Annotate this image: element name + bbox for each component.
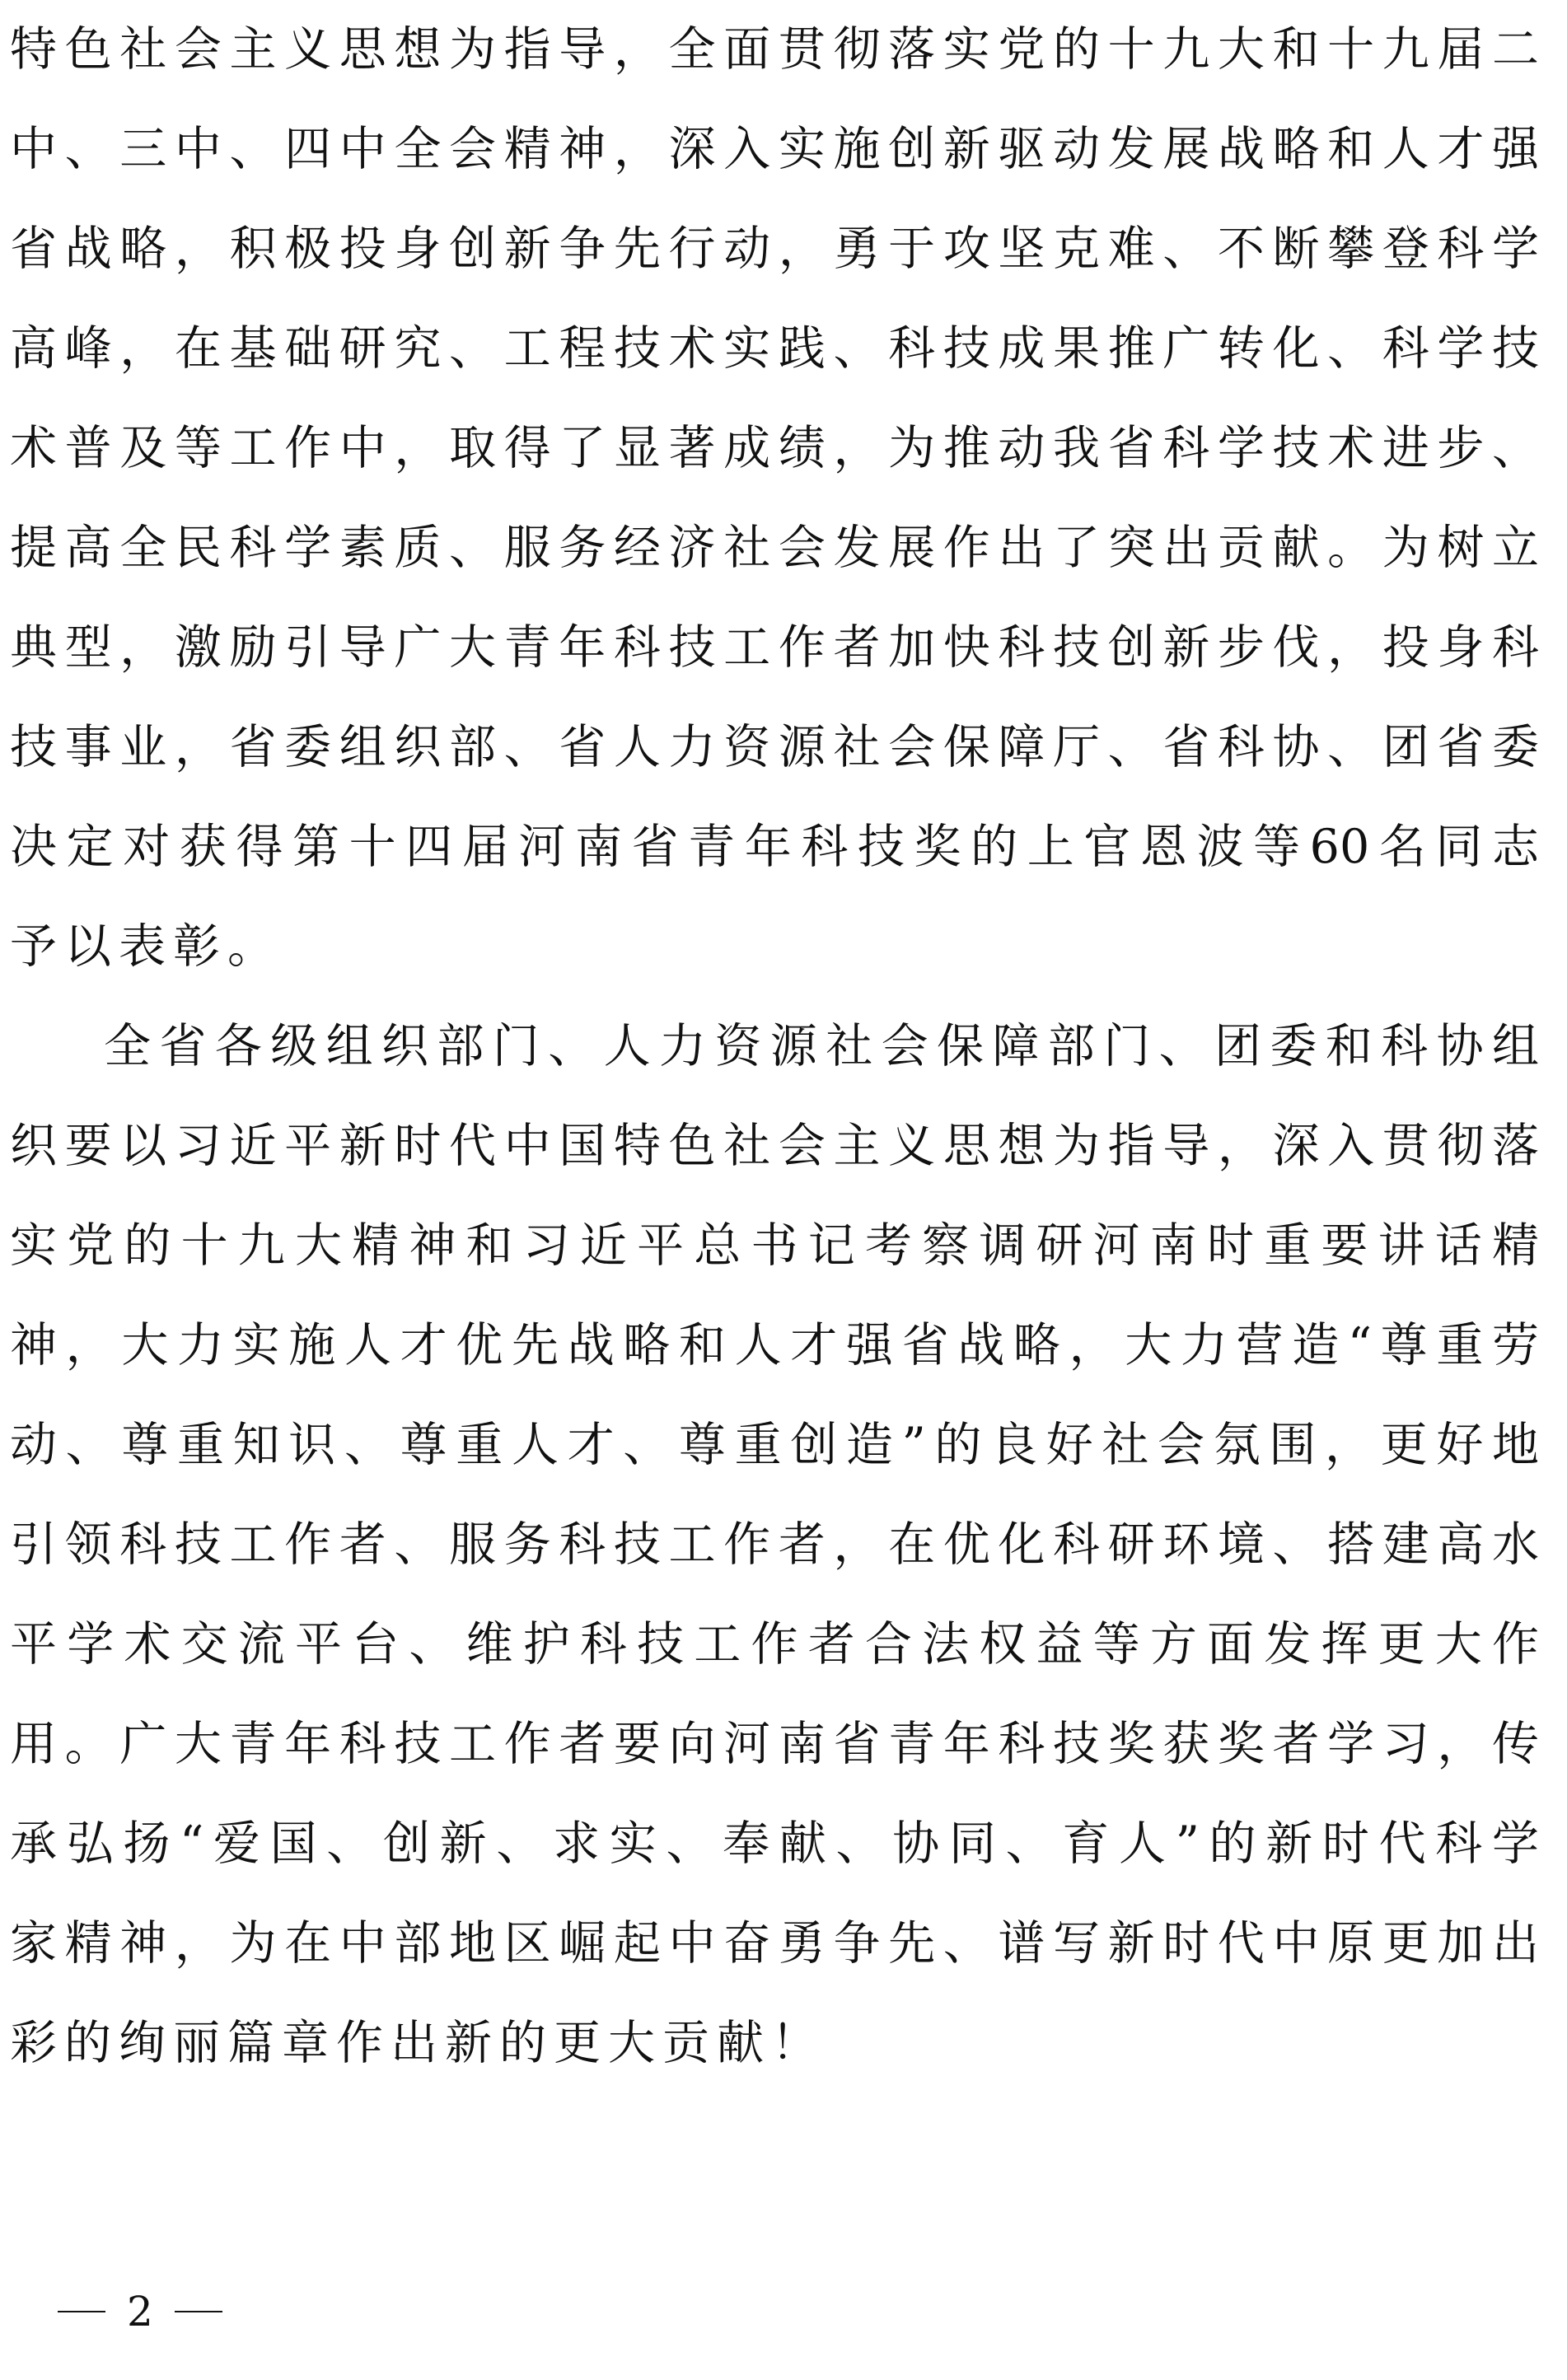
text-line: 用。广大青年科技工作者要向河南省青年科技奖获奖者学习，传 bbox=[10, 1717, 1539, 1771]
text-line: 引领科技工作者、服务科技工作者，在优化科研环境、搭建高水 bbox=[10, 1517, 1539, 1572]
text-line: 全省各级组织部门、人力资源社会保障部门、团委和科协组 bbox=[104, 1019, 1539, 1073]
text-line: 提高全民科学素质、服务经济社会发展作出了突出贡献。为树立 bbox=[10, 521, 1539, 575]
text-line: 特色社会主义思想为指导，全面贯彻落实党的十九大和十九届二 bbox=[10, 22, 1539, 77]
body-text bbox=[10, 0, 1539, 2093]
text-line: 典型，激励引导广大青年科技工作者加快科技创新步伐，投身科 bbox=[10, 620, 1539, 675]
text-line: 家精神，为在中部地区崛起中奋勇争先、谱写新时代中原更加出 bbox=[10, 1916, 1539, 1971]
text-line: 中、三中、四中全会精神，深入实施创新驱动发展战略和人才强 bbox=[10, 122, 1539, 176]
text-line: 省战略，积极投身创新争先行动，勇于攻坚克难、不断攀登科学 bbox=[10, 222, 1539, 276]
text-line: 承弘扬“爱国、创新、求实、奉献、协同、育人”的新时代科学 bbox=[10, 1817, 1539, 1871]
text-line: 动、尊重知识、尊重人才、尊重创造”的良好社会氛围，更好地 bbox=[10, 1418, 1539, 1472]
page-number: 2 bbox=[127, 2288, 153, 2336]
page-footer bbox=[58, 2279, 244, 2345]
text-line: 予以表彰。 bbox=[10, 919, 282, 974]
text-line: 神，大力实施人才优先战略和人才强省战略，大力营造“尊重劳 bbox=[10, 1318, 1539, 1372]
text-line: 技事业，省委组织部、省人力资源社会保障厅、省科协、团省委 bbox=[10, 720, 1539, 774]
text-line: 实党的十九大精神和习近平总书记考察调研河南时重要讲话精 bbox=[10, 1218, 1539, 1273]
text-line: 平学术交流平台、维护科技工作者合法权益等方面发挥更大作 bbox=[10, 1617, 1539, 1672]
text-line: 织要以习近平新时代中国特色社会主义思想为指导，深入贯彻落 bbox=[10, 1119, 1539, 1173]
left-dash bbox=[58, 2311, 105, 2312]
paragraph-1 bbox=[10, 0, 1539, 997]
text-line: 彩的绚丽篇章作出新的更大贡献！ bbox=[10, 2016, 826, 2070]
right-dash bbox=[175, 2311, 222, 2312]
text-line: 决定对获得第十四届河南省青年科技奖的上官恩波等60名同志 bbox=[10, 820, 1539, 874]
paragraph-2 bbox=[10, 997, 1539, 2093]
text-line: 术普及等工作中，取得了显著成绩，为推动我省科学技术进步、 bbox=[10, 421, 1539, 475]
text-line: 高峰，在基础研究、工程技术实践、科技成果推广转化、科学技 bbox=[10, 321, 1539, 376]
